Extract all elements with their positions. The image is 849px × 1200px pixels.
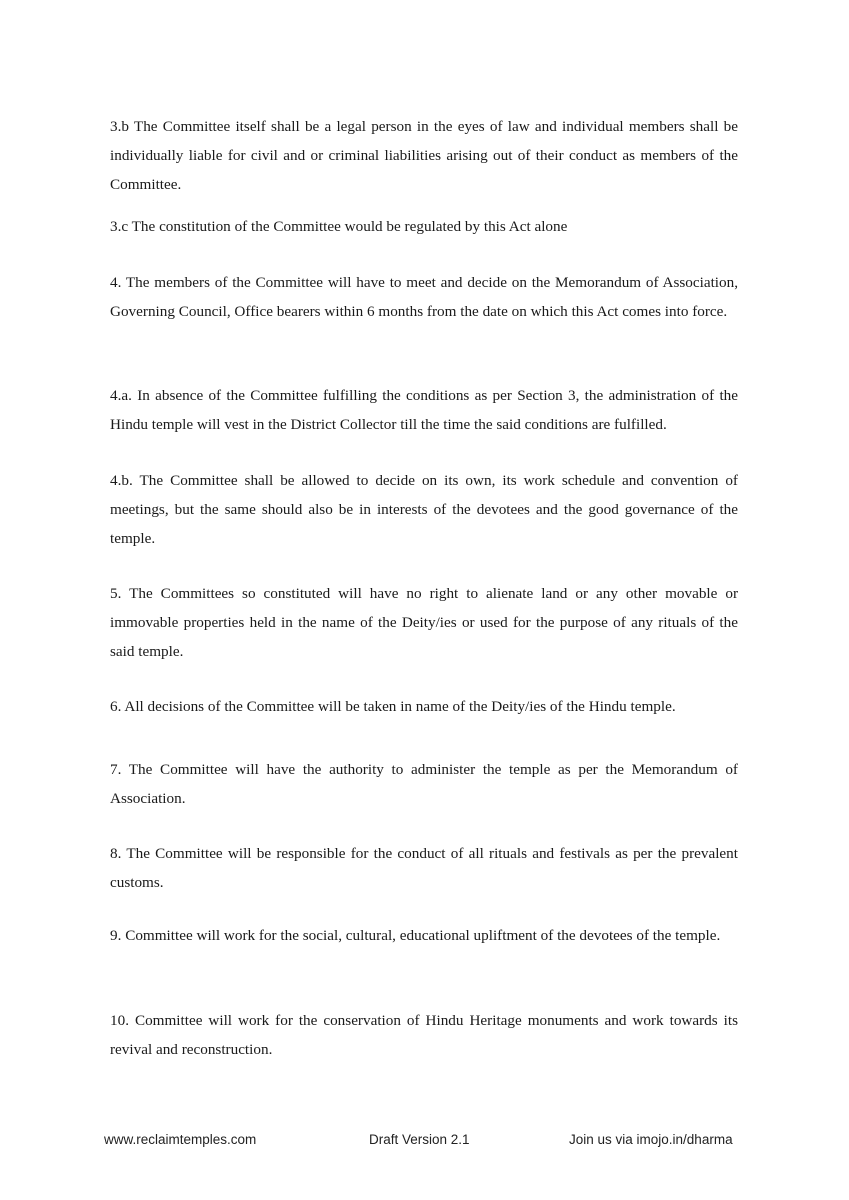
- paragraph-8: 8. The Committee will be responsible for the conduct of all rituals and festivals as per the prevalent customs.: [110, 845, 738, 891]
- paragraph-5: 5. The Committees so constituted will have no right to alienate land or any other movable or immovable properties held in the name of the Deity/ies or used for the purpose of any rituals of the said temple.: [110, 585, 738, 660]
- paragraph-7: 7. The Committee will have the authority to administer the temple as per the Memorandum of Association.: [110, 761, 738, 807]
- paragraph-4b: 4.b. The Committee shall be allowed to decide on its own, its work schedule and convention of meetings, but the same should also be in interests of the devotees and the good governance of the temple.: [110, 472, 738, 547]
- paragraph-10: 10. Committee will work for the conservation of Hindu Heritage monuments and work towards its revival and reconstruction.: [110, 1012, 738, 1058]
- footer-version: Draft Version 2.1: [369, 1132, 470, 1147]
- footer-join: Join us via imojo.in/dharma: [569, 1132, 733, 1147]
- paragraph-3b: 3.b The Committee itself shall be a legal person in the eyes of law and individual members shall be individually liable for civil and or criminal liabilities arising out of their conduct as members of the Committee.: [110, 118, 738, 193]
- paragraph-4a: 4.a. In absence of the Committee fulfilling the conditions as per Section 3, the administration of the Hindu temple will vest in the District Collector till the time the said conditions are fulfilled.: [110, 387, 738, 433]
- paragraph-9: 9. Committee will work for the social, cultural, educational upliftment of the devotees of the temple.: [110, 927, 721, 944]
- footer-website: www.reclaimtemples.com: [104, 1132, 257, 1147]
- paragraph-6: 6. All decisions of the Committee will be taken in name of the Deity/ies of the Hindu temple.: [110, 698, 676, 715]
- paragraph-4: 4. The members of the Committee will have to meet and decide on the Memorandum of Association, Governing Council, Office bearers within 6 months from the date on which this Act comes into force.: [110, 274, 738, 320]
- paragraph-3c: 3.c The constitution of the Committee would be regulated by this Act alone: [110, 218, 568, 235]
